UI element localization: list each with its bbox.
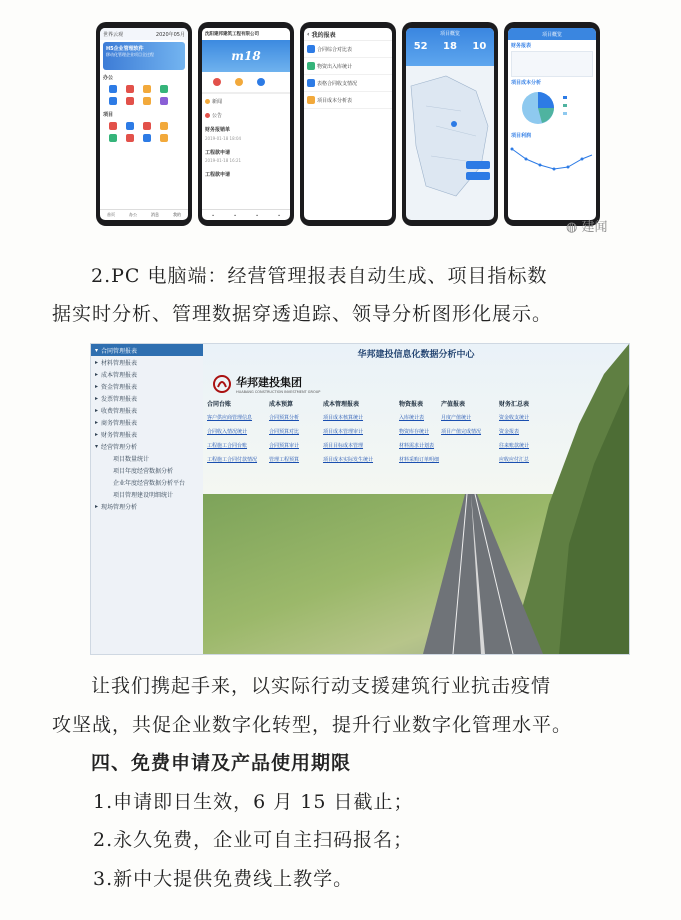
phone2-item[interactable]: 工程款申请	[205, 149, 231, 156]
pc-column	[499, 399, 529, 470]
phone4-header	[406, 28, 494, 66]
column-head: 产值报表	[441, 401, 466, 408]
pc-sidebar	[91, 344, 204, 654]
app-icon[interactable]	[213, 78, 221, 86]
watermark-text: 建闻	[581, 220, 608, 235]
app-icon[interactable]	[257, 78, 265, 86]
phone-home-screen	[96, 22, 192, 226]
pc-column	[399, 399, 439, 470]
tab-home[interactable]: 首页	[107, 212, 115, 217]
para1-line2: 据实时分析、管理数据穿透追踪、领导分析图形化展示。	[52, 303, 553, 325]
phone-company-screen: 沈阳建邦建筑工程有限公司 m18 新闻 公告 财务报销单 2019-01-18 18:04 工程款申请 2019-01-18 16:21 工程款申请 • • • •	[198, 22, 294, 226]
report-link[interactable]: 项目成本核算统计	[323, 415, 364, 421]
phone2-item[interactable]: 工程款申请	[205, 171, 231, 178]
app-icon[interactable]	[126, 97, 134, 105]
report-link[interactable]: 入库统计表	[399, 415, 425, 421]
para1-line1: 2.PC 电脑端：经营管理报表自动生成、项目指标数	[91, 265, 548, 287]
watermark-logo	[566, 216, 608, 235]
notice-icon	[205, 113, 210, 118]
report-item[interactable]: 表格合同收支情况	[317, 80, 358, 87]
report-icon	[307, 96, 315, 104]
phone5-title: 项目概览	[508, 28, 596, 40]
phone1-section-project: 项目	[103, 112, 114, 118]
report-link[interactable]: 项目成本管理审计	[323, 429, 364, 435]
section-heading: 四、免费申请及产品使用期限	[91, 752, 352, 774]
map-marker[interactable]	[451, 121, 457, 127]
phone2-company: 沈阳建邦建筑工程有限公司	[202, 28, 290, 40]
pie-chart	[508, 88, 596, 128]
phone1-banner[interactable]	[103, 42, 185, 70]
wechat-icon: ◍	[566, 220, 578, 235]
report-link[interactable]: 应收应付汇总	[499, 457, 530, 463]
phone2-item[interactable]: 新闻	[212, 98, 223, 105]
report-icon	[307, 62, 315, 70]
sidebar-item[interactable]: ▸ 资金管理报表	[95, 382, 138, 391]
app-icon[interactable]	[143, 122, 151, 130]
report-link[interactable]: 资金收支统计	[499, 415, 530, 421]
report-link[interactable]: 工程施工合同台账	[207, 443, 248, 449]
report-link[interactable]: 合同预算分析	[269, 415, 300, 421]
report-link[interactable]: 合同预算对比	[269, 429, 300, 435]
phone1-tabbar	[100, 209, 188, 220]
pc-brand-en: HUABANG CONSTRUCTION INVESTMENT GROUP	[236, 390, 321, 394]
report-link[interactable]: 物资库存统计	[399, 429, 430, 435]
app-icon[interactable]	[109, 97, 117, 105]
report-icon	[307, 79, 315, 87]
column-head: 物资报表	[399, 401, 424, 408]
pc-column	[441, 399, 481, 442]
phone2-item[interactable]: 公告	[212, 112, 223, 119]
phone4-title: 项目概览	[439, 31, 460, 37]
report-link[interactable]: 资金报表	[499, 429, 520, 435]
phone-map-screen	[402, 22, 498, 226]
pc-brand-name: 华邦建投集团	[236, 376, 302, 389]
app-icon[interactable]	[126, 85, 134, 93]
sidebar-subitem[interactable]: 企业年度经营数据分析平台	[113, 479, 186, 487]
pc-column	[207, 399, 257, 470]
list-item: 3.新中大提供免费线上教学。	[93, 868, 354, 890]
sidebar-subitem[interactable]: 项目年度经营数据分析	[113, 467, 174, 475]
report-item[interactable]: 合同综合对比表	[317, 46, 353, 53]
app-icon[interactable]	[143, 85, 151, 93]
list-item: 2.永久免费，企业可自主扫码报名；	[93, 829, 414, 851]
sidebar-item[interactable]: ▸ 成本管理报表	[95, 370, 138, 379]
pc-column	[269, 399, 299, 470]
report-link[interactable]: 客户供应商管理信息	[207, 415, 253, 421]
pc-column	[323, 399, 373, 470]
sidebar-subitem[interactable]: 项目管理建设明细统计	[113, 491, 174, 499]
app-icon[interactable]	[109, 85, 117, 93]
sidebar-item[interactable]: ▸ 财务管理报表	[95, 430, 138, 439]
app-icon[interactable]	[160, 97, 168, 105]
report-link[interactable]: 月度产值统计	[441, 415, 472, 421]
sidebar-item[interactable]: ▸ 收费管理报表	[95, 406, 138, 415]
app-icon[interactable]	[143, 134, 151, 142]
app-icon[interactable]	[126, 122, 134, 130]
map-button[interactable]	[466, 161, 490, 169]
phone5-section2: 项目成本分析	[511, 80, 542, 86]
tab-message[interactable]: 消息	[151, 212, 159, 217]
report-link[interactable]: 项目目标成本管理	[323, 443, 364, 449]
phone-dashboard-screen	[504, 22, 600, 226]
app-icon[interactable]	[126, 134, 134, 142]
app-icon[interactable]	[143, 97, 151, 105]
sidebar-item[interactable]: ▸ 现场管理分析	[95, 502, 138, 511]
back-icon[interactable]: ‹	[307, 30, 310, 38]
phone1-org: 世界云观	[103, 31, 124, 38]
pc-title: 华邦建投信息化数据分析中心	[357, 350, 475, 360]
column-head: 财务汇总表	[499, 401, 530, 408]
report-link[interactable]: 合同预算审计	[269, 443, 300, 449]
sidebar-item[interactable]: ▾ 合同管理报表	[91, 344, 203, 356]
report-link[interactable]: 材料需求计划表	[399, 443, 435, 449]
tab-office[interactable]: 办公	[129, 212, 137, 217]
app-icon[interactable]	[160, 122, 168, 130]
sidebar-item[interactable]: ▸ 发票管理报表	[95, 394, 138, 403]
phone1-banner-sub: 移动化管理企业项目全过程	[106, 52, 154, 57]
news-icon	[205, 99, 210, 104]
sidebar-subitem[interactable]: 项目数量统计	[113, 455, 150, 463]
stat-value: 10	[472, 41, 487, 52]
phone2-banner	[202, 40, 290, 72]
column-head: 成本管理报表	[323, 401, 360, 408]
report-icon	[307, 45, 315, 53]
tab-me[interactable]: 我的	[173, 212, 181, 217]
phone1-banner-title: H5企业管理软件	[106, 46, 144, 52]
line-chart	[508, 141, 596, 177]
stat-value: 18	[443, 41, 457, 52]
report-link[interactable]: 管理工程预算	[269, 457, 300, 463]
phone3-title: 我的报表	[311, 31, 336, 39]
app-icon[interactable]	[160, 85, 168, 93]
company-logo-icon	[213, 375, 231, 393]
stat-value: 52	[413, 41, 428, 52]
column-head: 合同台账	[207, 401, 232, 408]
phone2-item[interactable]: 财务报销单	[205, 126, 231, 133]
column-head: 成本预算	[269, 401, 294, 408]
phone2-tabbar: • • • •	[202, 209, 290, 220]
mobile-screenshots	[92, 22, 592, 228]
report-link[interactable]: 合同收入情况统计	[207, 429, 248, 435]
report-item[interactable]: 项目成本分析表	[317, 97, 353, 104]
report-link[interactable]: 材料采购订单明细	[399, 457, 440, 463]
app-icon[interactable]	[160, 134, 168, 142]
map-view[interactable]	[406, 66, 494, 206]
highway-image	[403, 494, 543, 654]
phone-reports-screen	[300, 22, 396, 226]
pc-main	[203, 344, 629, 654]
phone5-section1: 财务报表	[511, 43, 532, 49]
pc-screenshot	[90, 343, 630, 655]
sidebar-item[interactable]: ▾ 经营管理分析	[95, 442, 138, 451]
pc-brand	[213, 374, 320, 394]
app-icon[interactable]	[235, 78, 243, 86]
map-button[interactable]	[466, 172, 490, 180]
para2-line1: 让我们携起手来，以实际行动支援建筑行业抗击疫情	[91, 675, 552, 697]
report-link[interactable]: 项目产值完成情况	[441, 429, 482, 435]
report-item[interactable]: 物资出入库统计	[317, 63, 353, 70]
phone2-logo: m18	[231, 49, 261, 63]
report-link[interactable]: 往来账款统计	[499, 443, 530, 449]
app-icon[interactable]	[109, 122, 117, 130]
para2-line2: 攻坚战，共促企业数字化转型，提升行业数字化管理水平。	[52, 714, 573, 736]
report-link[interactable]: 项目成本实际发生统计	[323, 457, 374, 463]
phone1-date: 2020年05月	[155, 31, 185, 38]
sidebar-item[interactable]: ▸ 材料管理报表	[95, 358, 138, 367]
list-item: 1.申请即日生效，6 月 15 日截止；	[93, 791, 414, 813]
sidebar-item[interactable]: ▸ 商务管理报表	[95, 418, 138, 427]
app-icon[interactable]	[109, 134, 117, 142]
phone5-section3: 项目利润	[511, 133, 532, 139]
report-link[interactable]: 工程施工合同付款情况	[207, 457, 258, 463]
phone1-section-office: 办公	[103, 75, 114, 81]
